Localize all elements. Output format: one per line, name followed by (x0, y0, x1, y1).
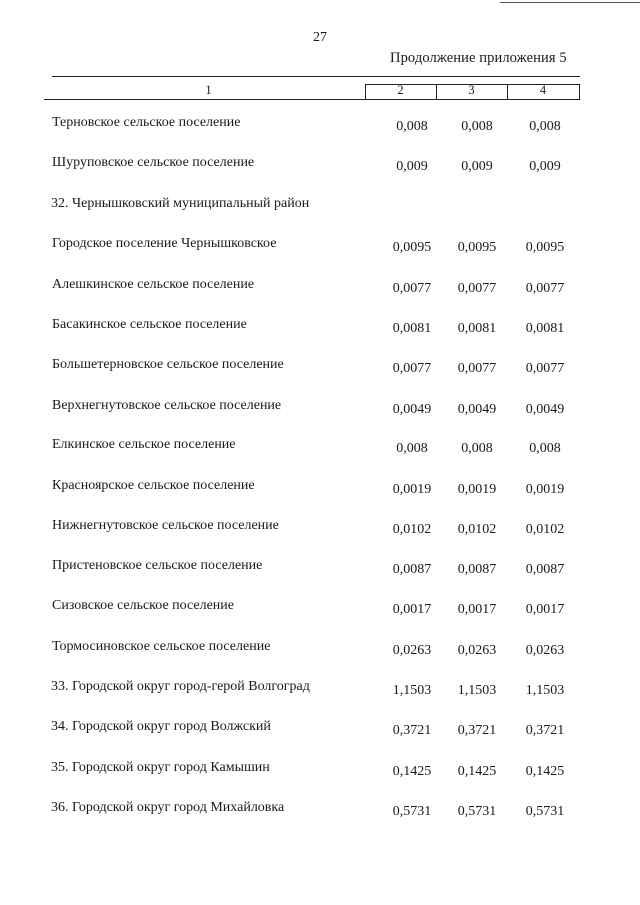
table-row (0, 277, 640, 299)
row-value-col-2: 0,008 (396, 119, 428, 134)
row-value-col-4: 0,0095 (525, 240, 565, 255)
row-value-col-4: 0,3721 (525, 723, 565, 738)
header-bottom-rule (44, 99, 580, 100)
row-value-col-2: 0,0102 (392, 522, 432, 537)
table-row-section (0, 760, 640, 782)
row-value-col-3: 0,009 (461, 159, 493, 174)
row-name: 32. Чернышковский муниципальный район (51, 196, 310, 211)
header-col-4: 4 (539, 83, 547, 97)
row-value-col-4: 0,009 (529, 159, 561, 174)
table-row (0, 155, 640, 177)
row-value-col-4: 0,0049 (525, 402, 565, 417)
row-value-col-3: 0,1425 (457, 764, 497, 779)
row-value-col-3: 1,1503 (457, 683, 497, 698)
row-value-col-4: 0,0019 (525, 482, 565, 497)
row-name: Сизовское сельское поселение (52, 598, 234, 613)
table-row (0, 558, 640, 580)
row-value-col-4: 0,0077 (525, 361, 565, 376)
row-value-col-4: 0,5731 (525, 804, 565, 819)
table-row (0, 478, 640, 500)
table-row-section (0, 719, 640, 741)
row-value-col-2: 0,0077 (392, 281, 432, 296)
row-value-col-2: 0,0263 (392, 643, 432, 658)
table-row-section (0, 196, 640, 218)
table-row (0, 437, 640, 459)
row-name: Шуруповское сельское поселение (52, 155, 255, 170)
row-value-col-3: 0,0017 (457, 602, 497, 617)
row-value-col-3: 0,0019 (457, 482, 497, 497)
row-value-col-3: 0,0049 (457, 402, 497, 417)
row-value-col-4: 0,008 (529, 441, 561, 456)
row-value-col-3: 0,5731 (457, 804, 497, 819)
header-col-1: 1 (205, 83, 212, 97)
header-col-2: 2 (397, 83, 404, 97)
table-row (0, 317, 640, 339)
row-name: Верхнегнутовское сельское поселение (52, 398, 282, 413)
row-value-col-4: 0,0102 (525, 522, 565, 537)
row-name: Тормосиновское сельское поселение (52, 639, 271, 654)
row-value-col-3: 0,0077 (457, 281, 497, 296)
row-name: Большетерновское сельское поселение (52, 357, 284, 372)
row-value-col-3: 0,0081 (457, 321, 497, 336)
row-value-col-2: 0,0081 (392, 321, 432, 336)
page-number: 27 (313, 30, 327, 45)
row-value-col-3: 0,0077 (457, 361, 497, 376)
row-value-col-3: 0,008 (461, 441, 493, 456)
row-name: 35. Городской округ город Камышин (51, 760, 270, 775)
row-value-col-4: 0,1425 (525, 764, 565, 779)
table-row (0, 639, 640, 661)
row-value-col-4: 0,0077 (525, 281, 565, 296)
header-col-3: 3 (468, 83, 475, 97)
table-row (0, 357, 640, 379)
row-value-col-4: 0,0263 (525, 643, 565, 658)
row-value-col-2: 0,0019 (392, 482, 432, 497)
row-value-col-4: 0,0087 (525, 562, 565, 577)
table-row (0, 115, 640, 137)
row-name: Пристеновское сельское поселение (52, 558, 263, 573)
row-value-col-2: 0,008 (396, 441, 428, 456)
row-name: Терновское сельское поселение (52, 115, 241, 130)
table-row-section (0, 800, 640, 822)
row-value-col-3: 0,0087 (457, 562, 497, 577)
row-value-col-4: 0,008 (529, 119, 561, 134)
row-value-col-3: 0,3721 (457, 723, 497, 738)
row-value-col-2: 0,0095 (392, 240, 432, 255)
row-name: Елкинское сельское поселение (52, 437, 236, 452)
row-value-col-3: 0,0102 (457, 522, 497, 537)
row-value-col-2: 0,0077 (392, 361, 432, 376)
row-value-col-2: 0,1425 (392, 764, 432, 779)
row-value-col-2: 0,0017 (392, 602, 432, 617)
row-name: 34. Городской округ город Волжский (51, 719, 271, 734)
row-value-col-2: 0,3721 (392, 723, 432, 738)
row-value-col-2: 0,0049 (392, 402, 432, 417)
table-row (0, 398, 640, 420)
row-value-col-2: 0,0087 (392, 562, 432, 577)
row-value-col-4: 0,0017 (525, 602, 565, 617)
row-value-col-2: 1,1503 (392, 683, 432, 698)
row-value-col-2: 0,5731 (392, 804, 432, 819)
row-name: Нижнегнутовское сельское поселение (52, 518, 279, 533)
row-value-col-2: 0,009 (396, 159, 428, 174)
row-name: Городское поселение Чернышковское (52, 236, 277, 251)
row-value-col-3: 0,008 (461, 119, 493, 134)
header-top-rule (52, 76, 580, 77)
appendix-continuation-note: Продолжение приложения 5 (390, 50, 567, 66)
header-divider (579, 84, 580, 99)
table-row-section (0, 679, 640, 701)
row-name: 33. Городской округ город-герой Волгоград (51, 679, 310, 694)
table-row (0, 598, 640, 620)
row-name: Басакинское сельское поселение (52, 317, 247, 332)
row-value-col-4: 1,1503 (525, 683, 565, 698)
corner-rule (500, 2, 640, 3)
row-name: Красноярское сельское поселение (52, 478, 255, 493)
row-name: 36. Городской округ город Михайловка (51, 800, 285, 815)
row-value-col-4: 0,0081 (525, 321, 565, 336)
table-row (0, 518, 640, 540)
row-value-col-3: 0,0095 (457, 240, 497, 255)
table-row (0, 236, 640, 258)
row-value-col-3: 0,0263 (457, 643, 497, 658)
row-name: Алешкинское сельское поселение (52, 277, 255, 292)
